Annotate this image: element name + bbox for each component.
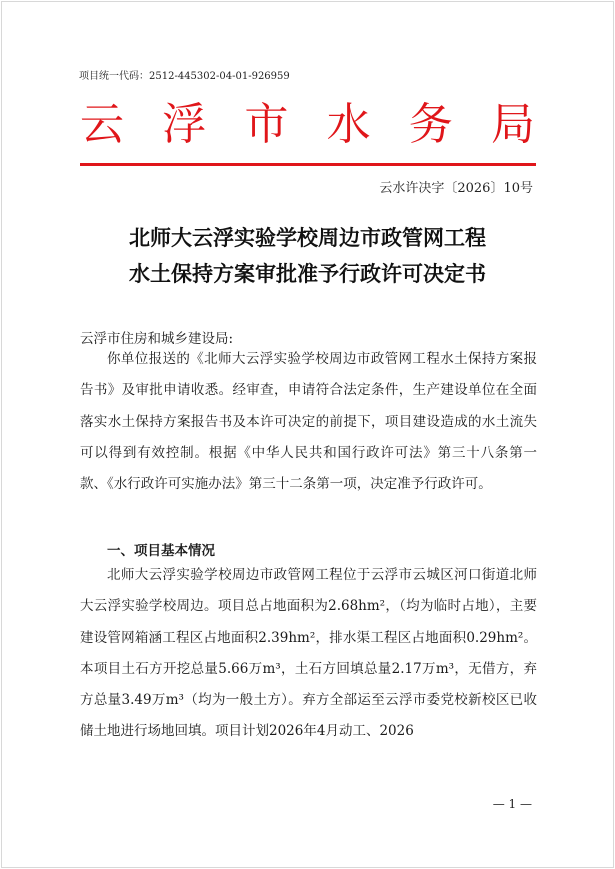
bureau-char: 市 xyxy=(244,99,289,150)
body-paragraph-1: 你单位报送的《北师大云浮实验学校周边市政管网工程水土保持方案报告书》及审批申请收悉。经审查，申请符合法定条件，生产建设单位在全面落实水土保持方案报告书及本许可决定的前提下，项目建设造成的水土流失可以得到有效控制。根据《中华人民共和国行政许可法》第三十八条第一款、《水行政许可实施办法》第三十二条第一项，决定准予行政许可。 xyxy=(80,351,537,493)
bureau-char: 浮 xyxy=(162,99,207,150)
page-number: — 1 — xyxy=(492,797,532,811)
document-number: 云水许决字〔2026〕10号 xyxy=(379,181,533,196)
document-title-line-1: 北师大云浮实验学校周边市政管网工程 xyxy=(129,226,486,250)
bureau-char: 局 xyxy=(490,99,535,150)
bureau-char: 务 xyxy=(408,99,453,150)
recipient: 云浮市住房和城乡建设局: xyxy=(80,331,234,347)
project-code: 项目统一代码：2512-445302-04-01-926959 xyxy=(79,71,290,82)
bureau-char: 水 xyxy=(326,99,371,150)
document-title-line-2: 水土保持方案审批准予行政许可决定书 xyxy=(129,262,486,286)
red-divider-line xyxy=(80,163,536,166)
bureau-name-header xyxy=(80,98,535,152)
bureau-char: 云 xyxy=(80,99,124,150)
body-paragraph-2: 北师大云浮实验学校周边市政管网工程位于云浮市云城区河口街道北师大云浮实验学校周边。项目总占地面积为2.68hm²，（均为临时占地），主要建设管网箱涵工程区占地面积2.39hm²，排水渠工程区占地面积0.29hm²。本项目土石方开挖总量5.66万m³，土石方回填总量2.17万m³，无借方，弃方总量3.49万m³（均为一般土方）。弃方全部运至云浮市委党校新校区已收储土地进行场地回填。项目计划2026年4月动工、2026 xyxy=(80,567,537,740)
section-heading-1: 一、项目基本情况 xyxy=(107,543,215,559)
